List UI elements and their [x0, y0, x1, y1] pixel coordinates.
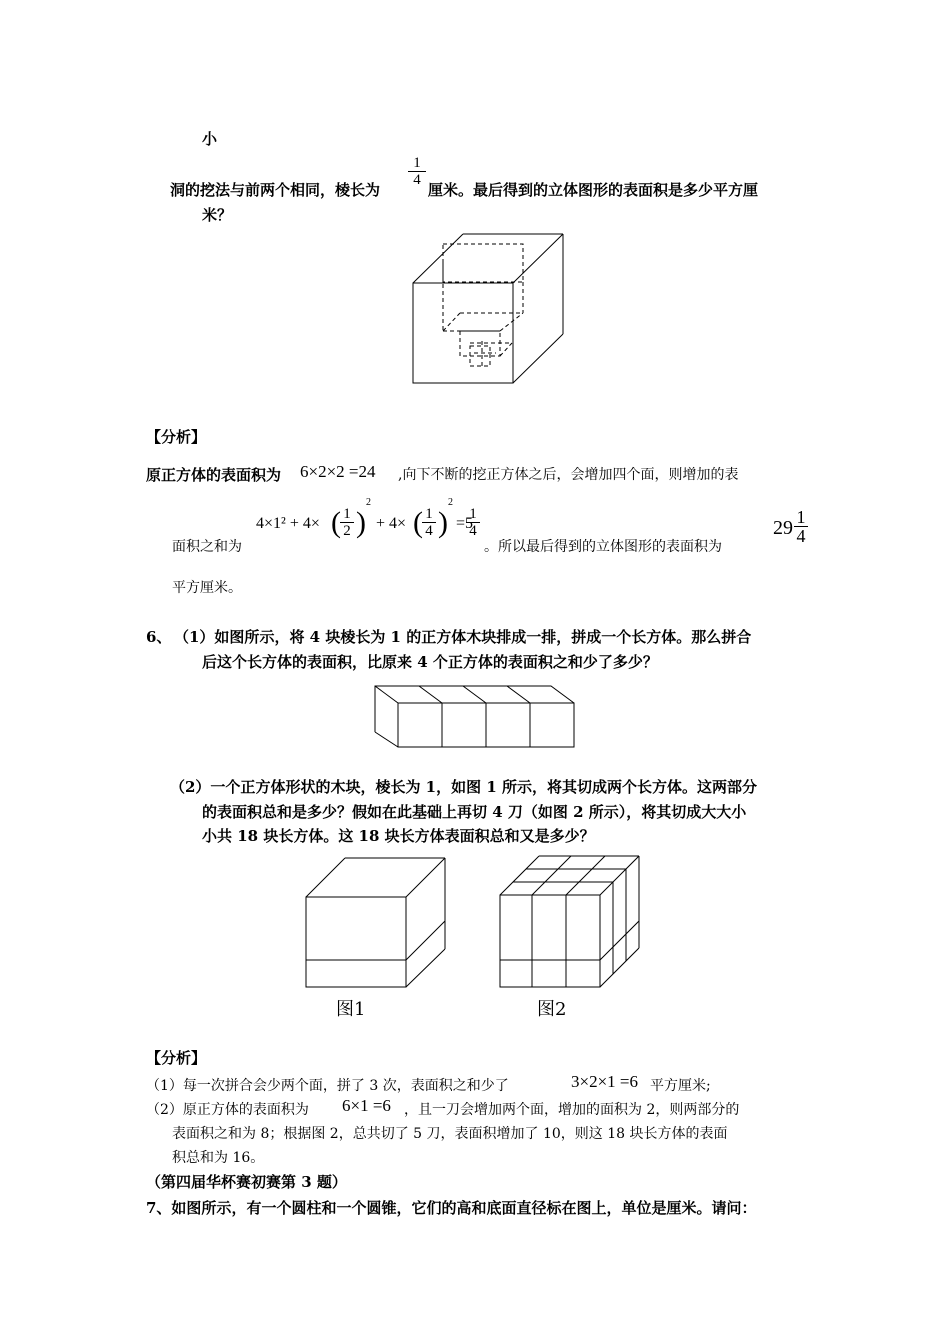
analysis2-line4: 积总和为 16。 — [172, 1150, 265, 1166]
analysis-heading-2: 【分析】 — [146, 1049, 207, 1067]
dug-cube-figure — [412, 233, 567, 388]
analysis-heading-1: 【分析】 — [146, 428, 207, 446]
source-note: （第四届华杯赛初赛第 3 题） — [146, 1173, 347, 1191]
fraction-denominator: 4 — [425, 523, 433, 539]
result-fraction — [794, 508, 808, 545]
exponent-2: 2 — [448, 497, 453, 508]
analysis1-p2-b: 。所以最后得到的立体图形的表面积为 — [484, 539, 722, 555]
quarter-fraction — [422, 506, 436, 539]
cube-one-cut-figure — [305, 857, 450, 992]
four-cubes-figure — [374, 685, 594, 750]
q5-line1-b: 厘米。最后得到的立体图形的表面积是多少平方厘 — [428, 181, 759, 199]
formula-part-b: + 4× — [376, 515, 407, 532]
fraction-numerator: 1 — [466, 506, 480, 523]
figure-2-label: 图2 — [537, 999, 567, 1020]
q6-p1-line2: 后这个长方体的表面积，比原来 4 个正方体的表面积之和少了多少？ — [202, 653, 658, 671]
fraction-numerator: 1 — [794, 508, 808, 527]
result-whole: 29 — [773, 517, 793, 539]
figure-1-label: 图1 — [336, 999, 366, 1020]
formula-part-a: 4×1² + 4× — [256, 515, 320, 532]
fraction-denominator: 4 — [413, 172, 421, 188]
q5-line0: 小 — [202, 130, 218, 148]
fraction-numerator: 1 — [422, 506, 436, 523]
paren-close-1: ) — [356, 506, 366, 539]
analysis2-line2-a: （2）原正方体的表面积为 — [146, 1102, 309, 1118]
analysis1-p1-b: ,向下不断的挖正方体之后，会增加四个面，则增加的表 — [398, 467, 739, 483]
paren-open-2: ( — [413, 506, 423, 539]
formula-part-c: =5 — [456, 515, 474, 532]
q5-line2: 米？ — [202, 206, 233, 224]
q5-line1-a: 洞的挖法与前两个相同，棱长为 — [170, 181, 381, 199]
analysis1-p2-label: 面积之和为 — [172, 539, 242, 555]
exponent-1: 2 — [366, 497, 371, 508]
q6-p2-line2: 的表面积总和是多少？假如在此基础上再切 4 刀（如图 2 所示），将其切成大大小 — [202, 803, 747, 821]
analysis2-line1-b: 平方厘米; — [650, 1078, 711, 1094]
analysis2-line1-a: （1）每一次拼合会少两个面，拼了 3 次，表面积之和少了 — [146, 1078, 509, 1094]
q5-fraction — [408, 155, 426, 188]
analysis2-line2-math: 6×1 =6 — [342, 1096, 391, 1115]
q6-number: 6、 — [146, 628, 172, 646]
half-fraction — [340, 506, 354, 539]
q6-p2-line3: 小共 18 块长方体。这 18 块长方体表面积总和又是多少？ — [202, 827, 595, 845]
analysis1-p1-math: 6×2×2 =24 — [300, 462, 376, 481]
q6-p2-line1: （2）一个正方体形状的木块，棱长为 1，如图 1 所示，将其切成两个长方体。这两部分 — [170, 778, 757, 796]
mixed-fraction — [466, 506, 480, 539]
q7-text: 7、如图所示，有一个圆柱和一个圆锥，它们的高和底面直径标在图上，单位是厘米。请问： — [146, 1199, 757, 1217]
analysis2-line2-b: ，且一刀会增加两个面，增加的面积为 2，则两部分的 — [404, 1102, 740, 1118]
analysis1-p1-a: 原正方体的表面积为 — [146, 466, 282, 484]
analysis2-line1-math: 3×2×1 =6 — [571, 1072, 639, 1091]
fraction-numerator: 1 — [408, 155, 426, 172]
paren-close-2: ) — [438, 506, 448, 539]
cube-grid-cut-figure — [499, 855, 644, 992]
paren-open-1: ( — [331, 506, 341, 539]
fraction-denominator: 4 — [469, 523, 477, 539]
fraction-denominator: 4 — [796, 526, 806, 546]
fraction-numerator: 1 — [340, 506, 354, 523]
fraction-denominator: 2 — [343, 523, 351, 539]
analysis1-p3: 平方厘米。 — [172, 580, 242, 596]
analysis2-line3: 表面积之和为 8；根据图 2，总共切了 5 刀，表面积增加了 10，则这 18 块长方体的表面 — [172, 1126, 728, 1142]
q6-p1-line1: （1）如图所示，将 4 块棱长为 1 的正方体木块排成一排，拼成一个长方体。那么拼合 — [174, 628, 752, 646]
